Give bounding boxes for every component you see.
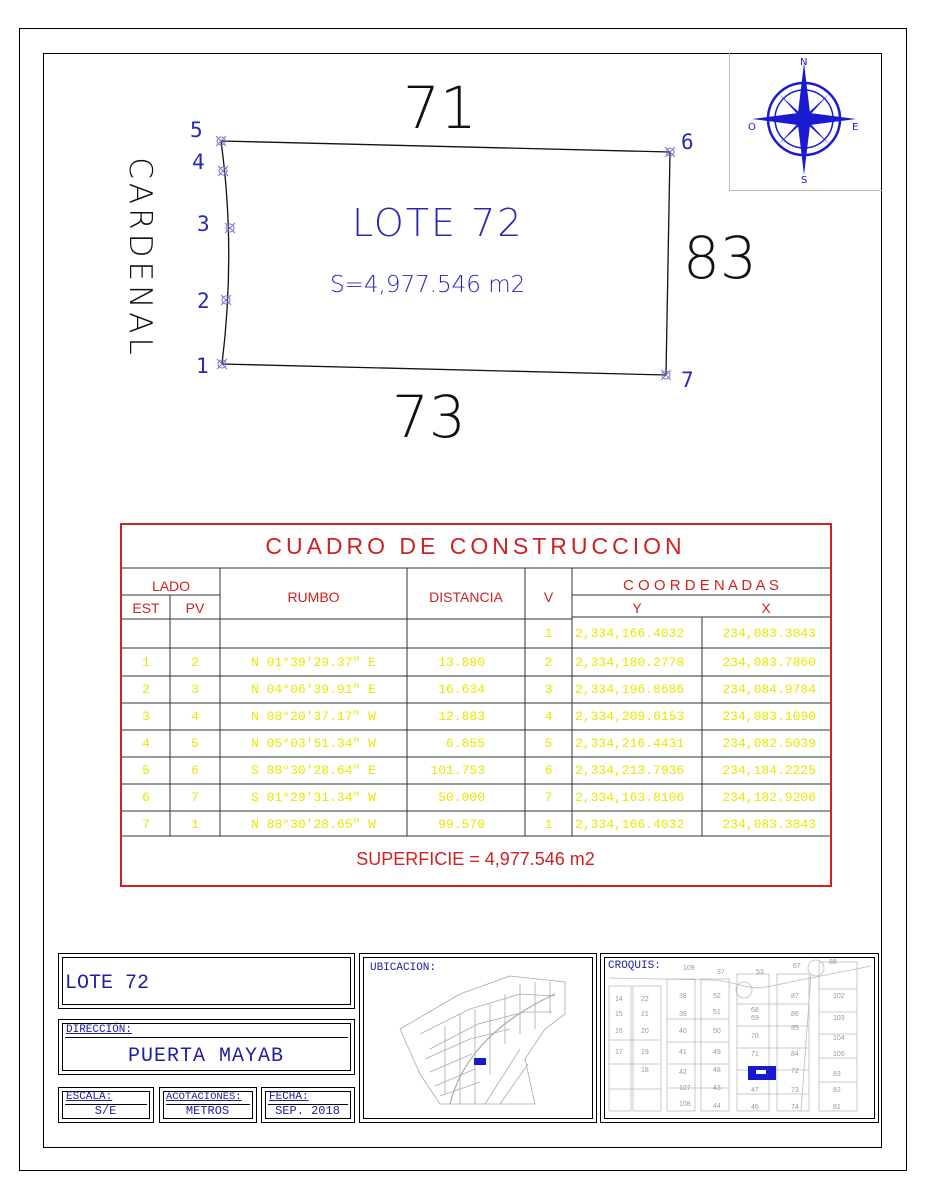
croquis-lot-number: 42 xyxy=(679,1069,687,1076)
table-cell-dist: 99.570 xyxy=(438,817,485,832)
croquis-lot-number: 88 xyxy=(829,959,837,966)
table-cell-rumbo: N 88°30'28.65" W xyxy=(251,817,376,832)
table-cell-x: 234,184.2225 xyxy=(722,763,816,778)
croquis-lot-number: 20 xyxy=(641,1028,649,1035)
titleblock-direccion-box xyxy=(58,1019,355,1075)
croquis-lot-number: 15 xyxy=(615,1011,623,1018)
titleblock-lot-box xyxy=(58,953,355,1009)
croquis-lot-number: 38 xyxy=(679,993,687,1000)
ubicacion-label: UBICACION: xyxy=(370,962,437,974)
croquis-lot-number: 53 xyxy=(756,969,764,976)
croquis-lot-number: 52 xyxy=(713,993,721,1000)
croquis-lot-number: 87 xyxy=(791,993,799,1000)
acotaciones-label: ACOTACIONES: xyxy=(166,1091,242,1103)
croquis-lot-number: 40 xyxy=(679,1028,687,1035)
table-cell-v: 4 xyxy=(544,709,553,724)
table-cell-x: 234,083.3843 xyxy=(722,817,816,832)
table-cell-est: 6 xyxy=(142,790,150,805)
direccion-value: PUERTA MAYAB xyxy=(127,1045,285,1068)
croquis-lot-number: 74 xyxy=(791,1104,799,1111)
croquis-lot-number: 82 xyxy=(833,1087,841,1094)
croquis-lot-number: 83 xyxy=(833,1071,841,1078)
table-cell-v: 3 xyxy=(544,682,553,697)
compass-n-label: N xyxy=(800,57,808,68)
croquis-lot-number: 107 xyxy=(679,1085,691,1092)
croquis-lot-number: 49 xyxy=(713,1049,721,1056)
table-cell-x: 234,083.1090 xyxy=(722,709,816,724)
table-cell-pv: 4 xyxy=(191,709,199,724)
croquis-lot-number: 102 xyxy=(833,993,845,1000)
croquis-lot-number: 17 xyxy=(615,1049,623,1056)
croquis-lot-number: 14 xyxy=(615,996,623,1003)
titleblock-fecha-box xyxy=(261,1087,355,1123)
table-cell-v: 2 xyxy=(544,655,553,670)
croquis-lot-number: 21 xyxy=(641,1011,649,1018)
table-cell-est: 1 xyxy=(142,655,150,670)
header-v: V xyxy=(543,589,554,605)
neighbor-right-label: 83 xyxy=(683,224,757,292)
croquis-lot-number: 84 xyxy=(791,1051,799,1058)
table-cell-x: 234,083.3843 xyxy=(722,626,816,641)
table-cell-dist: 50.000 xyxy=(438,790,485,805)
header-coordenadas: C O O R D E N A D A S xyxy=(623,577,779,594)
croquis-lot-number: 68 xyxy=(751,1007,759,1014)
croquis-lot-number: 47 xyxy=(751,1087,759,1094)
croquis-label: CROQUIS: xyxy=(608,960,661,972)
table-cell-x: 234,083.7860 xyxy=(722,655,816,670)
table-cell-v: 1 xyxy=(544,626,553,641)
table-cell-v: 7 xyxy=(544,790,553,805)
table-cell-y: 2,334,213.7936 xyxy=(575,763,685,778)
table-cell-est: 2 xyxy=(142,682,150,697)
ubicacion-map xyxy=(360,954,598,1124)
croquis-lot-number: 46 xyxy=(751,1104,759,1111)
croquis-lot-number: 104 xyxy=(833,1035,845,1042)
croquis-lot-number: 43 xyxy=(713,1085,721,1092)
direccion-label: DIRECCIÓN: xyxy=(66,1024,133,1036)
header-x: X xyxy=(761,600,771,616)
compass-o-label: O xyxy=(748,122,756,133)
escala-value: S/E xyxy=(94,1104,117,1118)
croquis-lot-number: 22 xyxy=(641,996,649,1003)
table-cell-x: 234,182.9206 xyxy=(722,790,816,805)
croquis-lot-number: 48 xyxy=(713,1067,721,1074)
table-cell-y: 2,334,216.4431 xyxy=(575,736,685,751)
croquis-map xyxy=(601,954,880,1124)
titleblock-lot: LOTE 72 xyxy=(65,972,150,995)
fecha-label: FECHA: xyxy=(269,1091,309,1103)
titleblock-acotaciones-box xyxy=(159,1087,257,1123)
vertex-label-1: 1 xyxy=(196,354,209,378)
table-cell-y: 2,334,209.6153 xyxy=(575,709,685,724)
table-cell-rumbo: S 88°30'28.64" E xyxy=(251,763,376,778)
compass-e-label: E xyxy=(852,122,859,133)
croquis-lot-number: 108 xyxy=(679,1101,691,1108)
lot-title: LOTE 72 xyxy=(352,201,524,245)
table-cell-y: 2,334,166.4032 xyxy=(575,817,685,832)
vertex-label-3: 3 xyxy=(197,212,210,236)
croquis-lot-number: 50 xyxy=(713,1028,721,1035)
croquis-lot-number: 41 xyxy=(679,1049,687,1056)
header-distancia: DISTANCIA xyxy=(429,589,503,605)
table-cell-y: 2,334,166.4032 xyxy=(575,626,685,641)
ubicacion-box xyxy=(359,953,597,1123)
table-cell-rumbo: S 01°29'31.34" W xyxy=(251,790,376,805)
croquis-lot-number: 73 xyxy=(791,1087,799,1094)
vertex-label-6: 6 xyxy=(681,130,694,154)
table-cell-dist: 16.634 xyxy=(438,682,485,697)
acotaciones-value: METROS xyxy=(185,1104,230,1118)
table-cell-est: 5 xyxy=(142,763,150,778)
table-cell-est: 4 xyxy=(142,736,150,751)
fecha-value: SEP. 2018 xyxy=(275,1104,340,1118)
table-cell-dist: 6.855 xyxy=(445,736,485,751)
superficie-total: SUPERFICIE = 4,977.546 m2 xyxy=(356,849,595,869)
croquis-lot-number: 44 xyxy=(713,1103,721,1110)
croquis-lot-number: 71 xyxy=(751,1051,759,1058)
titleblock-escala-box xyxy=(58,1087,154,1123)
table-cell-pv: 6 xyxy=(191,763,199,778)
croquis-lot-number: 70 xyxy=(751,1033,759,1040)
table-cell-rumbo: N 05°03'51.34" W xyxy=(251,736,376,751)
table-cell-pv: 2 xyxy=(191,655,199,670)
croquis-lot-number: 51 xyxy=(713,1009,721,1016)
croquis-lot-number: 105 xyxy=(833,1051,845,1058)
table-cell-dist: 12.883 xyxy=(438,709,485,724)
neighbor-top-label: 71 xyxy=(403,74,477,142)
croquis-lot-number: 81 xyxy=(833,1104,841,1111)
table-cell-pv: 3 xyxy=(191,682,199,697)
croquis-lot-number: 19 xyxy=(641,1049,649,1056)
table-cell-pv: 1 xyxy=(191,817,199,832)
lot-area-label: S=4,977.546 m2 xyxy=(330,272,526,298)
table-cell-rumbo: N 08°20'37.17" W xyxy=(251,709,376,724)
croquis-box xyxy=(600,953,879,1123)
vertex-label-2: 2 xyxy=(197,289,210,313)
table-cell-y: 2,334,163.8106 xyxy=(575,790,685,805)
table-cell-est: 7 xyxy=(142,817,150,832)
vertex-label-5: 5 xyxy=(190,118,203,142)
table-cell-v: 1 xyxy=(544,817,553,832)
construction-table xyxy=(120,523,832,887)
table-cell-v: 6 xyxy=(544,763,553,778)
table-cell-dist: 13.880 xyxy=(438,655,485,670)
croquis-lot-number: 39 xyxy=(679,1011,687,1018)
croquis-lot-number: 37 xyxy=(717,969,725,976)
compass-s-label: S xyxy=(801,175,808,186)
croquis-lot-number: 109 xyxy=(683,965,695,972)
table-title: CUADRO DE CONSTRUCCION xyxy=(265,533,686,559)
croquis-lot-number: 16 xyxy=(615,1028,623,1035)
table-cell-est: 3 xyxy=(142,709,150,724)
croquis-lot-number: 85 xyxy=(791,1025,799,1032)
neighbor-bottom-label: 73 xyxy=(392,383,466,451)
croquis-lot-number: 18 xyxy=(641,1067,649,1074)
croquis-lot-number: 103 xyxy=(833,1015,845,1022)
header-rumbo: RUMBO xyxy=(287,589,340,605)
croquis-lot-number: 69 xyxy=(751,1015,759,1022)
escala-label: ESCALA: xyxy=(66,1091,113,1103)
table-cell-v: 5 xyxy=(544,736,553,751)
table-cell-x: 234,082.5039 xyxy=(722,736,816,751)
table-cell-rumbo: N 01°39'29.37" E xyxy=(251,655,376,670)
header-lado: LADO xyxy=(151,578,191,594)
table-cell-x: 234,084.9784 xyxy=(722,682,816,697)
vertex-label-7: 7 xyxy=(681,368,694,392)
table-cell-pv: 7 xyxy=(191,790,199,805)
table-cell-rumbo: N 04°06'39.91" E xyxy=(251,682,376,697)
header-y: Y xyxy=(632,600,642,616)
croquis-lot-number: 67 xyxy=(793,963,801,970)
croquis-lot-number: 86 xyxy=(791,1011,799,1018)
table-cell-y: 2,334,196.8686 xyxy=(575,682,685,697)
table-cell-pv: 5 xyxy=(191,736,199,751)
table-cell-y: 2,334,180.2778 xyxy=(575,655,685,670)
table-cell-dist: 101.753 xyxy=(430,763,485,778)
croquis-lot-number: 72 xyxy=(791,1068,799,1075)
header-pv: PV xyxy=(185,600,205,616)
header-est: EST xyxy=(132,600,160,616)
vertex-label-4: 4 xyxy=(192,150,205,174)
